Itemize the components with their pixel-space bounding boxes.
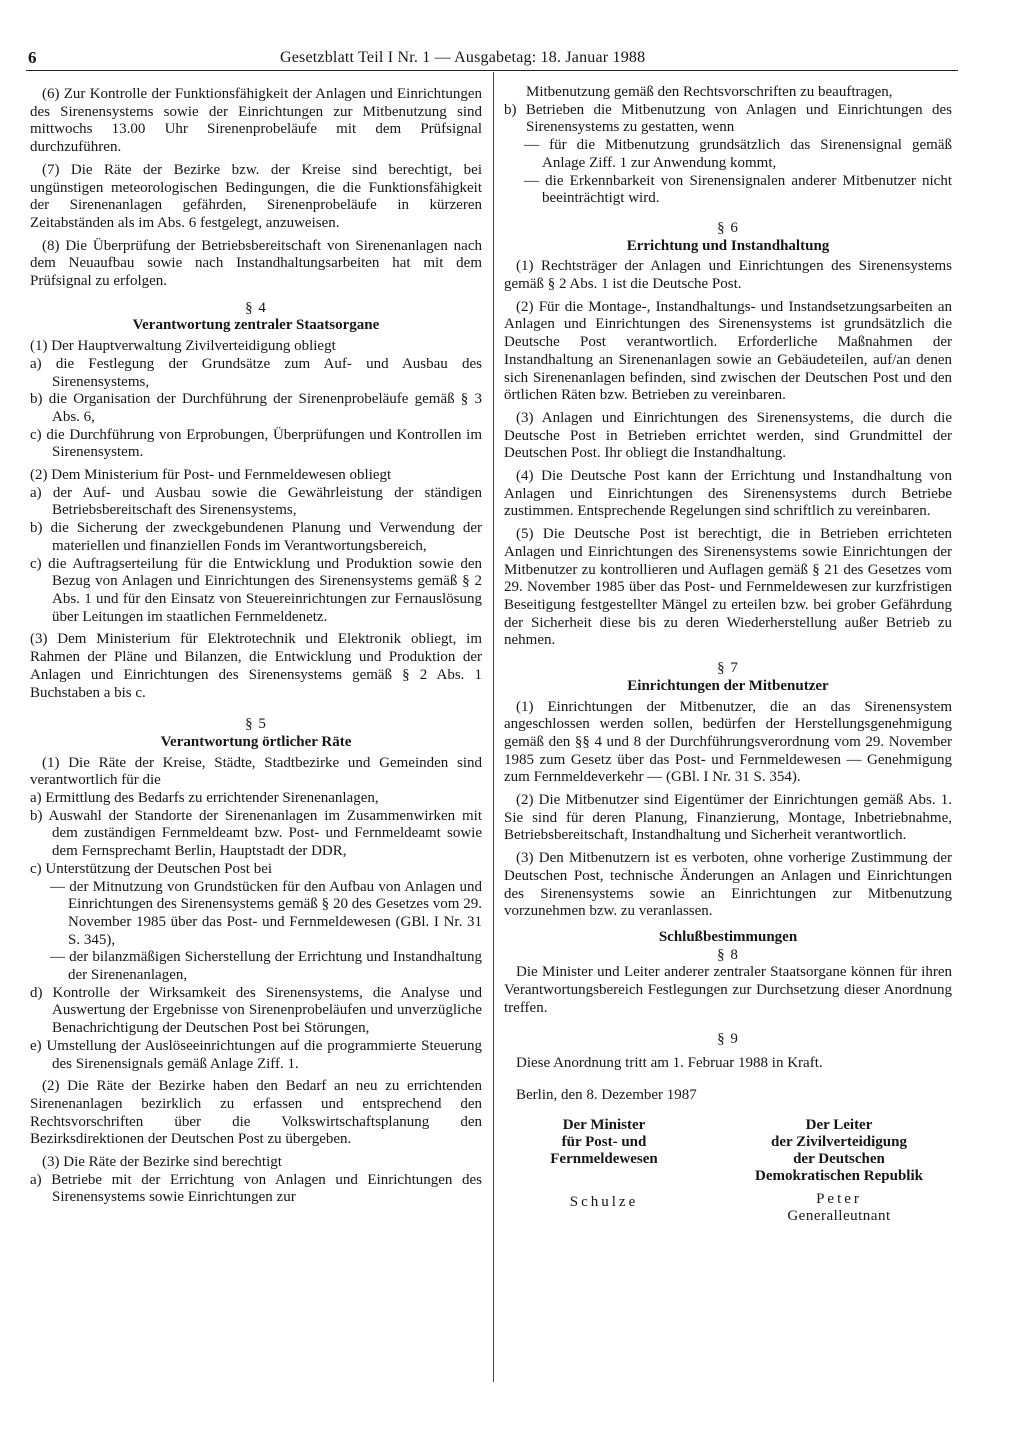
paragraph: (8) Die Überprüfung der Betriebsbereitschaft von Sirenenanlagen nach dem Neuaufbau sowie nach Instandhaltungsarbeiten hat mit dem Prüfsignal zu erfolgen. [30,237,482,290]
list-item: a) Betriebe mit der Errichtung von Anlagen und Einrichtungen des Sirenensystems sowie Einrichtungen zur [30,1171,482,1206]
section-number: § 5 [245,716,267,733]
list-item: c) die Durchführung von Erprobungen, Überprüfungen und Kontrollen im Sirenensystem. [30,426,482,461]
paragraph: (1) Die Räte der Kreise, Städte, Stadtbezirke und Gemeinden sind verantwortlich für die [30,754,482,789]
signer-role-line: Demokratischen Republik [755,1167,923,1184]
section-number: § 7 [717,660,739,677]
dash-item: — der bilanzmäßigen Sicherstellung der Errichtung und Instandhaltung der Sirenenanlagen, [50,949,482,984]
signer-role-line: Fernmeldewesen [550,1150,658,1167]
page-number: 6 [28,48,37,67]
list-item: b) Auswahl der Standorte der Sirenenanlagen im Zusammenwirken mit dem zuständigen Fernmeldeamt bzw. Post- und Fernmeldeamt sowie dem Fernsprechamt Berlin, Hauptstadt der DDR, [30,807,482,860]
list-item: a) Ermittlung des Bedarfs zu errichtender Sirenenanlagen, [30,790,379,807]
list-item: a) der Auf- und Ausbau sowie die Gewährleistung der ständigen Betriebsbereitschaft des Sirenensystems, [30,484,482,519]
paragraph: (1) Rechtsträger der Anlagen und Einrichtungen des Sirenensystems gemäß § 2 Abs. 1 ist die Deutsche Post. [504,258,952,293]
paragraph: Diese Anordnung tritt am 1. Februar 1988 in Kraft. [516,1055,823,1072]
signer-role-line: der Deutschen [793,1150,885,1167]
section-number: § 8 [717,946,739,963]
paragraph: (2) Die Räte der Bezirke haben den Bedarf an neu zu errichtenden Sirenenanlagen bezirklich zu erfassen und entsprechend den Rechtsvorschriften über die Volkswirtschaftsplanung den Bezirksdirektionen der Deutschen Post zu übergeben. [30,1078,482,1148]
signature-leader [726,1117,952,1226]
list-item: c) die Auftragserteilung für die Entwicklung und Produktion sowie den Bezug von Anlagen und Einrichtungen des Sirenensystems gemäß § 2 Abs. 1 und für den Einsatz von Steuereinrichtungen zur Fernauslösung über Leitungen im staatlichen Fernmeldenetz. [30,555,482,625]
list-item: b) Betrieben die Mitbenutzung von Anlagen und Einrichtungen des Sirenensystems zu gestatten, wenn [504,101,952,136]
signer-name: Schulze [569,1193,639,1210]
final-provisions-heading: Schlußbestimmungen [658,928,798,945]
dash-item: — für die Mitbenutzung grundsätzlich das Sirenensignal gemäß Anlage Ziff. 1 zur Anwendung kommt, [524,137,952,171]
list-item: b) die Sicherung der zweckgebundenen Planung und Verwendung der materiellen und finanziellen Fonds im Verantwortungsbereich, [30,520,482,554]
section-title: Errichtung und Instandhaltung [626,237,830,254]
paragraph: (3) Anlagen und Einrichtungen des Sirenensystems, die durch die Deutsche Post in Betrieben errichtet werden, sind Grundmittel der Deutschen Post. Ihr obliegt die Instandhaltung. [504,409,952,462]
paragraph: (4) Die Deutsche Post kann der Errichtung und Instandhaltung von Anlagen und Einrichtungen des Sirenensystems durch Betriebe zustimmen. Entsprechende Regelungen sind schriftlich zu vereinbaren. [504,468,952,520]
paragraph: (1) Einrichtungen der Mitbenutzer, die an das Sirenensystem angeschlossen werden sollen, bedürfen der Herstellungsgenehmigung gemäß den §§ 4 und 8 der Durchführungsverordnung vom 29. November 1985 zum Gesetz über das Post- und Fernmeldewesen — Genehmigung zum Fernmeldeverkehr — (GBl. I Nr. 31 S. 354). [504,698,952,786]
paragraph: (3) Die Räte der Bezirke sind berechtigt [42,1154,282,1171]
signer-name: Peter [816,1190,862,1207]
section-title: Einrichtungen der Mitbenutzer [627,677,829,694]
paragraph: Mitbenutzung gemäß den Rechtsvorschriften zu beauftragen, [526,84,893,100]
signer-role-line: der Zivilverteidigung [771,1133,907,1150]
list-item: a) die Festlegung der Grundsätze zum Auf- und Ausbau des Sirenensystems, [30,355,482,390]
left-column [30,86,482,1207]
dash-item: — der Mitnutzung von Grundstücken für den Aufbau von Anlagen und Einrichtungen des Sirenensystems gemäß § 20 des Gesetzes vom 29. November 1985 über das Post- und Fernmeldewesen (GBl. I Nr. 31 S. 345), [50,878,482,948]
dash-item: — die Erkennbarkeit von Sirenensignalen anderer Mitbenutzer nicht beeinträchtigt wird. [524,172,952,207]
paragraph: (5) Die Deutsche Post ist berechtigt, die in Betrieben errichteten Anlagen und Einrichtungen des Sirenensystems sowie Einrichtungen der Mitbenutzer zu kontrollieren und Auflagen gemäß § 21 des Gesetzes vom 29. November 1985 über das Post- und Fernmeldewesen zur kurzfristigen Beseitigung festgestellter Mängel zu erteilen bzw. bei grober Gefährdung der Sicherheit diese bis zu deren Wiederherstellung außer Betrieb zu nehmen. [504,526,952,649]
paragraph: (7) Die Räte der Bezirke bzw. der Kreise sind berechtigt, bei ungünstigen meteorologischen Bedingungen, die die Funktionsfähigkeit der Sirenenanlagen gefährden, Sirenenprobeläufe in kürzeren Zeitabständen als im Abs. 6 festgelegt, anzuweisen. [30,161,482,231]
list-item: d) Kontrolle der Wirksamkeit des Sirenensystems, die Analyse und Auswertung der Ergebnisse von Sirenenprobeläufen und unverzügliche Benachrichtigung der Deutschen Post bei Störungen, [30,984,482,1037]
header-rule [26,70,958,71]
paragraph: (3) Den Mitbenutzern ist es verboten, ohne vorherige Zustimmung der Deutschen Post, technische Änderungen an Anlagen und Einrichtungen des Sirenensystems sowie an Einrichtungen zur Mitbenutzung vorzunehmen bzw. zu veranlassen. [504,850,952,920]
signer-rank: Generalleutnant [787,1208,891,1225]
section-title: Verantwortung örtlicher Räte [160,733,352,750]
section-number: § 6 [717,219,739,236]
place-date: Berlin, den 8. Dezember 1987 [516,1086,697,1103]
paragraph: (6) Zur Kontrolle der Funktionsfähigkeit der Anlagen und Einrichtungen des Sirenensystems sowie der Einrichtungen zur Mitbenutzung sind mittwochs 13.00 Uhr Sirenenprobeläufe mit dem Prüfsignal durchzuführen. [30,86,482,156]
header-title: Gesetzblatt Teil I Nr. 1 — Ausgabetag: 18. Januar 1988 [280,49,646,66]
list-item: c) Unterstützung der Deutschen Post bei [30,860,273,877]
paragraph: (2) Die Mitbenutzer sind Eigentümer der Einrichtungen gemäß Abs. 1. Sie sind für deren Planung, Finanzierung, Montage, Inbetriebnahme, Betriebsbereitschaft, Instandhaltung und Sicherheit verantwortlich. [504,792,952,844]
paragraph: (2) Für die Montage-, Instandhaltungs- und Instandsetzungsarbeiten an Anlagen und Einrichtungen des Sirenensystems ist grundsätzlich die Deutsche Post verantwortlich. Erforderliche Maßnahmen der Instandhaltung an Sirenenanlagen sowie an Gebäudeteilen, auf/an denen sich Sirenenanlagen befinden, sind zwischen der Deutschen Post und den örtlichen Räten bzw. Betrieben zu vereinbaren. [504,298,952,404]
paragraph: (1) Der Hauptverwaltung Zivilverteidigung obliegt [30,338,336,355]
page-header [28,42,996,72]
paragraph: Die Minister und Leiter anderer zentraler Staatsorgane können für ihren Verantwortungsbereich Festlegungen zur Durchsetzung dieser Anordnung treffen. [504,964,952,1016]
section-number: § 4 [245,299,267,316]
signer-role-line: für Post- und [561,1133,647,1150]
list-item: e) Umstellung der Auslöseeinrichtungen auf die programmierte Steuerung des Sirenensignals gemäß Anlage Ziff. 1. [30,1037,482,1072]
signer-role-line: Der Minister [562,1116,646,1133]
section-number: § 9 [717,1031,739,1048]
paragraph: (2) Dem Ministerium für Post- und Fernmeldewesen obliegt [30,467,392,484]
paragraph: (3) Dem Ministerium für Elektrotechnik und Elektronik obliegt, im Rahmen der Pläne und Bilanzen, die Entwicklung und Produktion der Anlagen und Einrichtungen des Sirenensystems gemäß § 2 Abs. 1 Buchstaben a bis c. [30,631,482,701]
right-column [504,84,952,1227]
signature-minister [504,1117,704,1212]
signer-role-line: Der Leiter [805,1116,873,1133]
column-divider [493,72,494,1382]
signature-block [504,1117,952,1227]
section-title: Verantwortung zentraler Staatsorgane [132,317,380,334]
list-item: b) die Organisation der Durchführung der Sirenenprobeläufe gemäß § 3 Abs. 6, [30,391,482,425]
